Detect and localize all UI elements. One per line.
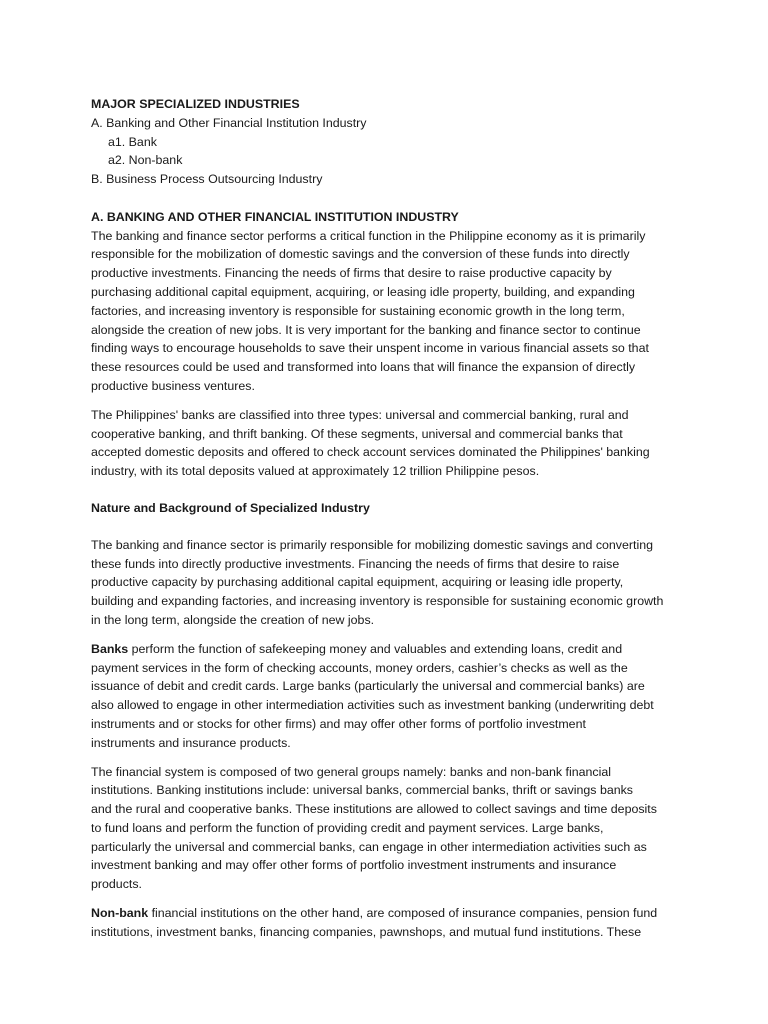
paragraph-line: particularly the universal and commercial banks, can engage in other intermediation activities such as — [91, 839, 647, 854]
paragraph-line: institutions. Banking institutions include: universal banks, commercial banks, thrift or savings banks — [91, 783, 634, 798]
nature-paragraph-3 — [91, 763, 688, 895]
paragraph-line: responsible for the mobilization of domestic savings and the conversion of these funds into directly — [91, 247, 630, 262]
nature-heading-block — [91, 499, 688, 518]
nature-paragraph-4 — [91, 904, 688, 942]
paragraph-text: perform the function of safekeeping money and valuables and extending loans, credit and — [128, 641, 623, 656]
section-a-paragraph-2 — [91, 406, 688, 481]
paragraph-line: investment banking and may offer other forms of portfolio investment instruments and insurance — [91, 858, 617, 873]
paragraph-line: building and expanding factories, and increasing inventory is responsible for sustaining economic growth — [91, 594, 664, 609]
paragraph-line: institutions, investment banks, financing companies, pawnshops, and mutual fund institutions. These — [91, 924, 642, 939]
nature-paragraph-1 — [91, 536, 688, 630]
paragraph-line: to fund loans and perform the function of providing credit and payment services. Large banks, — [91, 820, 604, 835]
paragraph-line: and the rural and cooperative banks. These institutions are allowed to collect savings and time deposits — [91, 802, 657, 817]
spacer — [91, 189, 688, 208]
paragraph-text: financial institutions on the other hand, are composed of insurance companies, pension fund — [148, 906, 658, 921]
outline — [91, 95, 688, 189]
section-a-paragraph-1 — [91, 227, 688, 396]
paragraph-line: factories, and increasing inventory is responsible for sustaining economic growth in the long term, — [91, 303, 625, 318]
nature-heading: Nature and Background of Specialized Industry — [91, 500, 370, 515]
paragraph-line: finding ways to encourage households to save their unspent income in various financial assets so that — [91, 341, 649, 356]
outline-item-a: A. Banking and Other Financial Institution Industry — [91, 115, 367, 130]
paragraph-line: these funds into directly productive investments. Financing the needs of firms that desire to raise — [91, 556, 620, 571]
paragraph-line: The banking and finance sector is primarily responsible for mobilizing domestic savings and converting — [91, 537, 653, 552]
paragraph-line: alongside the creation of new jobs. It is very important for the banking and finance sector to continue — [91, 322, 641, 337]
section-a — [91, 208, 688, 481]
paragraph-line — [91, 640, 688, 659]
spacer — [91, 491, 688, 499]
paragraph-line: productive capacity by purchasing additional capital equipment, acquiring or leasing idle property, — [91, 575, 624, 590]
nature-section — [91, 499, 688, 942]
paragraph-line: industry, with its total deposits valued at approximately 12 trillion Philippine pesos. — [91, 464, 540, 479]
paragraph-line: purchasing additional capital equipment, acquiring, or leasing idle property, building, and expanding — [91, 284, 635, 299]
paragraph-line: accepted domestic deposits and offered to check account services dominated the Philippines' banking — [91, 445, 650, 460]
section-a-heading: A. BANKING AND OTHER FINANCIAL INSTITUTION INDUSTRY — [91, 209, 459, 224]
paragraph-line: products. — [91, 877, 142, 892]
paragraph-line: in the long term, alongside the creation of new jobs. — [91, 612, 375, 627]
paragraph-line: The Philippines' banks are classified into three types: universal and commercial banking, rural and — [91, 407, 629, 422]
paragraph-line: The financial system is composed of two general groups namely: banks and non-bank financial — [91, 764, 612, 779]
lead-term-banks: Banks — [91, 641, 129, 656]
outline-item-a2: a2. Non-bank — [108, 153, 183, 168]
lead-term-non-bank: Non-bank — [91, 906, 149, 921]
paragraph-line: productive business ventures. — [91, 378, 255, 393]
paragraph-line — [91, 904, 688, 923]
paragraph-line: issuance of debit and credit cards. Large banks (particularly the universal and commercial banks) are — [91, 679, 645, 694]
nature-paragraph-2 — [91, 640, 688, 753]
paragraph-line: also allowed to engage in other intermediation activities such as investment banking (underwriting debt — [91, 698, 654, 713]
outline-item-a1: a1. Bank — [108, 134, 157, 149]
outline-title: MAJOR SPECIALIZED INDUSTRIES — [91, 97, 300, 111]
paragraph-line: productive investments. Financing the needs of firms that desire to raise productive capacity by — [91, 266, 612, 281]
outline-item-b: B. Business Process Outsourcing Industry — [91, 172, 323, 187]
paragraph-line: payment services in the form of checking accounts, money orders, cashier’s checks as well as the — [91, 660, 628, 675]
paragraph-line: instruments and insurance products. — [91, 735, 291, 750]
paragraph-line: cooperative banking, and thrift banking. Of these segments, universal and commercial banks that — [91, 426, 623, 441]
paragraph-line: instruments and or stocks for other firms) and may offer other forms of portfolio investment — [91, 716, 586, 731]
paragraph-line: The banking and finance sector performs a critical function in the Philippine economy as it is primarily — [91, 228, 646, 243]
paragraph-line: these resources could be used and transformed into loans that will finance the expansion of directly — [91, 360, 636, 375]
